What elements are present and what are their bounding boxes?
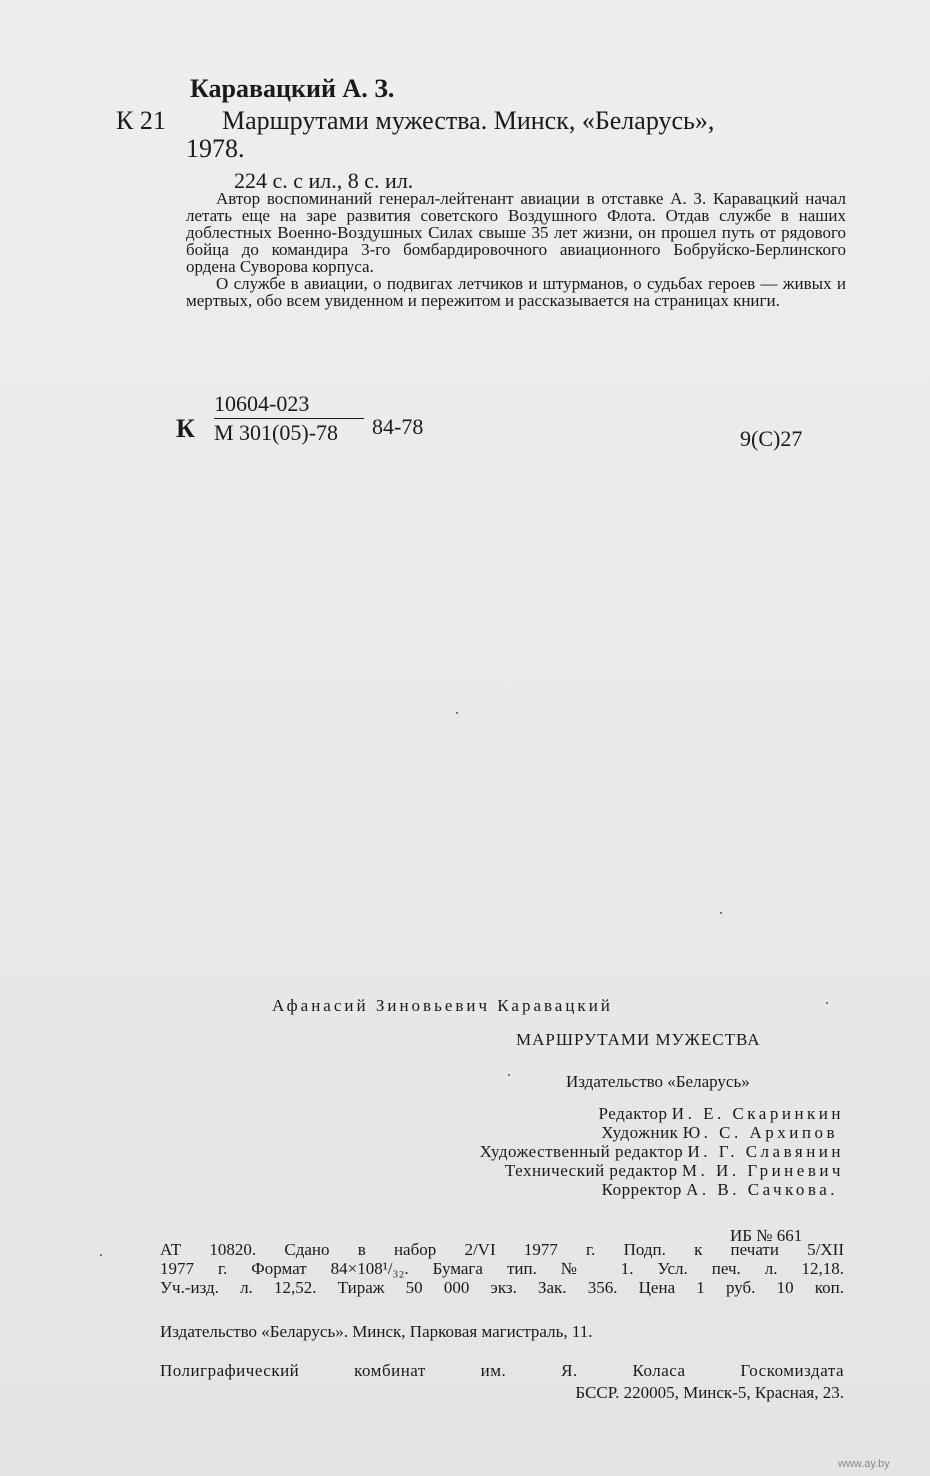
- catalog-code: К 21: [116, 106, 166, 135]
- credit-role: Редактор: [598, 1104, 668, 1123]
- catalog-author-heading: Каравацкий А. З.: [190, 74, 395, 103]
- credit-name: Ю. С. Архипов: [682, 1123, 838, 1142]
- printer-line-1: Полиграфический комбинат им. Я. Коласа Госкомиздата: [160, 1361, 844, 1380]
- publisher-address: Издательство «Беларусь». Минск, Парковая магистраль, 11.: [160, 1322, 593, 1341]
- credit-row: [320, 1161, 844, 1180]
- paper-speck: [456, 712, 458, 714]
- printer-line-2: БССР. 220005, Минск-5, Красная, 23.: [575, 1383, 844, 1402]
- technical-line: АТ 10820. Сдано в набор 2/VI 1977 г. Подп. к печати 5/XII: [160, 1240, 844, 1259]
- annotation-paragraph-2: О службе в авиации, о подвигах летчиков и штурманов, о судьбах героев — живых и мертвых, обо всем увиденном и пережитом и рассказывается на страницах книги.: [186, 274, 846, 310]
- credit-role: Художественный редактор: [479, 1142, 684, 1161]
- imprint-credits: [320, 1104, 844, 1199]
- watermark: www.ay.by: [838, 1458, 890, 1470]
- annotation-paragraph-1: Автор воспоминаний генерал-лейтенант авиации в отставке А. З. Каравацкий начал летать еще на заре развития советского Воздушного Флота. Отдав службе в наших доблестных Военно-Воздушных Силах свыше 35 лет жизни, он прошел путь от рядового бойца до командира 3-го бомбардировочного авиационного Бобруйско-Берлинского ордена Суворова корпуса.: [186, 189, 846, 276]
- credit-row: [320, 1123, 844, 1142]
- index-fraction: [214, 392, 364, 445]
- technical-line: Уч.-изд. л. 12,52. Тираж 50 000 экз. Зак. 356. Цена 1 руб. 10 коп.: [160, 1278, 844, 1297]
- index-letter: К: [176, 414, 195, 443]
- index-fraction-denominator: М 301(05)-78: [214, 420, 339, 445]
- paper-speck: [826, 1002, 828, 1004]
- paper-speck: [720, 912, 722, 914]
- printer-info: [160, 1360, 844, 1404]
- credit-role: Художник: [601, 1123, 679, 1142]
- catalog-pages: 224 с. с ил., 8 с. ил.: [234, 168, 414, 193]
- credit-role: Корректор: [601, 1180, 682, 1199]
- credit-name: И. Е. Скаринкин: [671, 1104, 844, 1123]
- catalog-year: 1978.: [186, 134, 245, 163]
- credit-name: М. И. Гриневич: [681, 1161, 844, 1180]
- imprint-publisher: Издательство «Беларусь»: [566, 1072, 750, 1091]
- credit-row: [320, 1104, 844, 1123]
- index-right-code: 9(С)27: [740, 426, 803, 451]
- imprint-author-name: Афанасий Зиновьевич Каравацкий: [272, 996, 613, 1015]
- credit-row: [320, 1180, 844, 1199]
- index-middle-code: 84-78: [372, 414, 424, 439]
- credit-name: И. Г. Славянин: [687, 1142, 844, 1161]
- ib-number: ИБ № 661: [730, 1226, 803, 1245]
- technical-line: 1977 г. Формат 84×108¹/₃₂. Бумага тип. № 1. Усл. печ. л. 12,18.: [160, 1259, 844, 1278]
- paper-speck: [100, 1254, 102, 1256]
- technical-details: [160, 1240, 844, 1297]
- paper-speck: [508, 1074, 510, 1076]
- credit-role: Технический редактор: [504, 1161, 678, 1180]
- imprint-book-title: МАРШРУТАМИ МУЖЕСТВА: [516, 1030, 761, 1049]
- catalog-annotation: [186, 190, 846, 309]
- catalog-title-line: Маршрутами мужества. Минск, «Беларусь»,: [222, 106, 715, 135]
- credit-name: А. В. Сачкова.: [686, 1180, 838, 1199]
- index-fraction-numerator: 10604-023: [214, 392, 364, 419]
- credit-row: [320, 1142, 844, 1161]
